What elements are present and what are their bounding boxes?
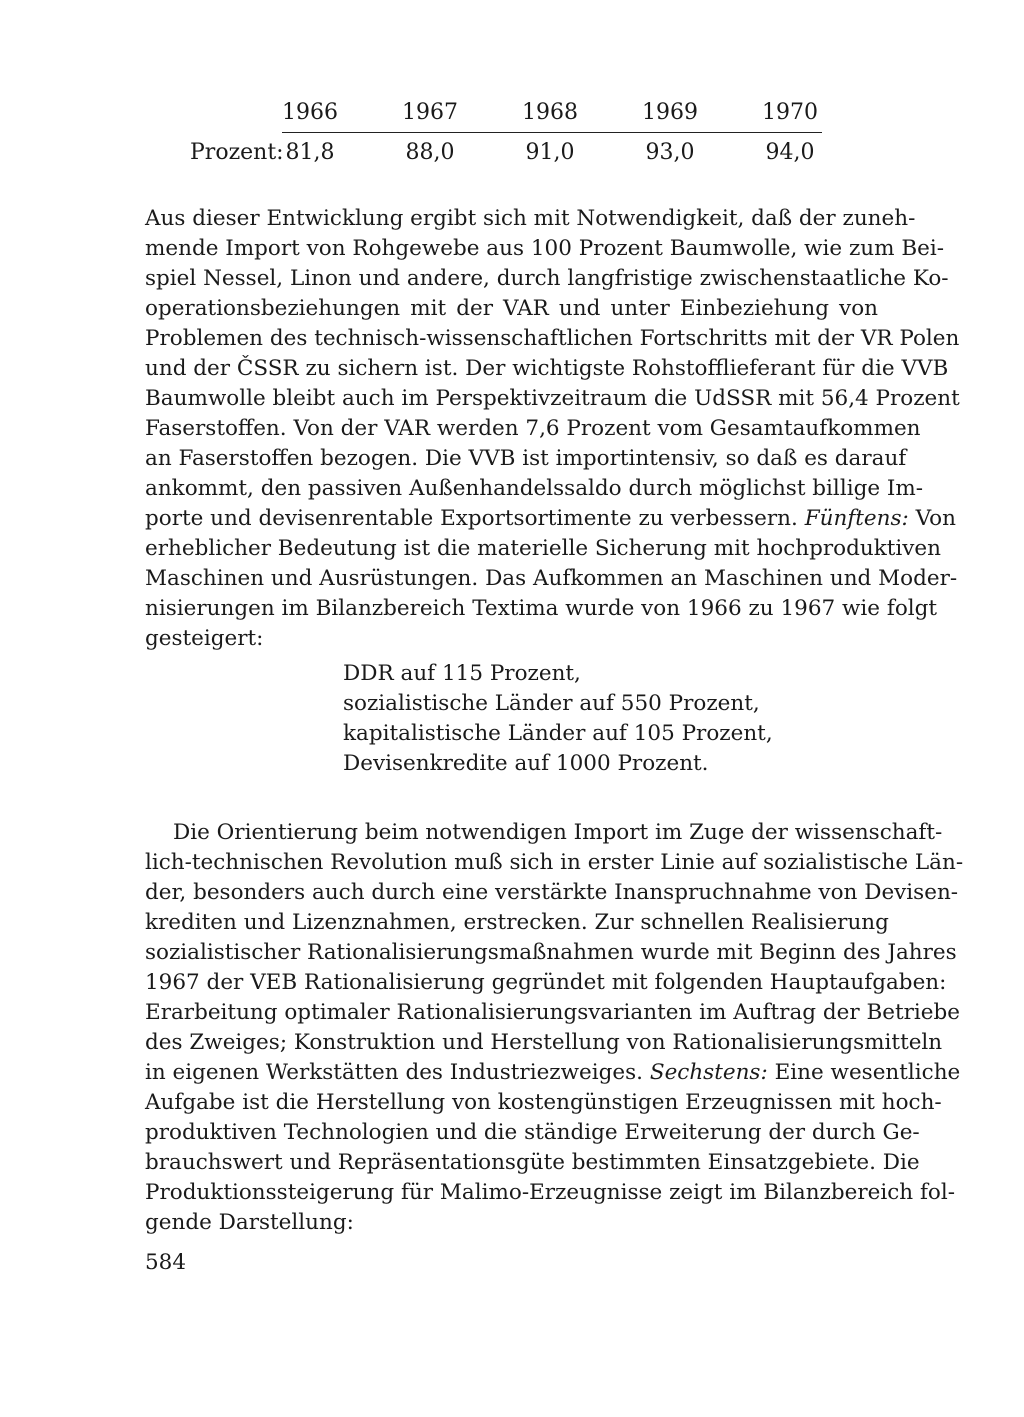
text-line: mende Import von Rohgewebe aus 100 Prozent Baumwolle, wie zum Bei- <box>145 236 945 261</box>
list-item: kapitalistische Länder auf 105 Prozent, <box>343 721 773 746</box>
year-cell: 1969 <box>642 100 698 125</box>
text-line: Aus dieser Entwicklung ergibt sich mit Notwendigkeit, daß der zuneh- <box>145 206 916 231</box>
paragraph-1 <box>145 204 960 654</box>
growth-list <box>343 659 773 779</box>
table-value-row <box>190 138 830 178</box>
text-line: operationsbeziehungen mit der VAR und unter Einbeziehung von <box>145 296 878 321</box>
table-header-row <box>190 98 830 138</box>
value-cell: 93,0 <box>645 140 695 165</box>
text-line: Produktionssteigerung für Malimo-Erzeugnisse zeigt im Bilanzbereich fol- <box>145 1180 956 1205</box>
list-item: Devisenkredite auf 1000 Prozent. <box>343 751 709 776</box>
list-item: sozialistische Länder auf 550 Prozent, <box>343 691 760 716</box>
text-line: Erarbeitung optimaler Rationalisierungsvarianten im Auftrag der Betriebe <box>145 1000 960 1025</box>
year-cell: 1970 <box>762 100 818 125</box>
value-cell: 94,0 <box>765 140 815 165</box>
text-line: Maschinen und Ausrüstungen. Das Aufkommen an Maschinen und Moder- <box>145 566 958 591</box>
text-line: des Zweiges; Konstruktion und Herstellung von Rationalisierungsmitteln <box>145 1030 943 1055</box>
year-cell: 1968 <box>522 100 578 125</box>
text-line: gende Darstellung: <box>145 1210 354 1235</box>
text-line: nisierungen im Bilanzbereich Textima wurde von 1966 zu 1967 wie folgt <box>145 596 938 621</box>
text-line: Problemen des technisch-wissenschaftlichen Fortschritts mit der VR Polen <box>145 326 960 351</box>
line-text: in eigenen Werkstätten des Industriezweiges. <box>145 1060 643 1085</box>
text-line: Faserstoffen. Von der VAR werden 7,6 Prozent vom Gesamtaufkommen <box>145 416 921 441</box>
value-cell: 81,8 <box>285 140 335 165</box>
italic-word: Fünftens: <box>804 506 909 531</box>
text-line: brauchswert und Repräsentationsgüte bestimmten Einsatzgebiete. Die <box>145 1150 920 1175</box>
page-number: 584 <box>145 1250 187 1275</box>
text-line: ankommt, den passiven Außenhandelssaldo durch möglichst billige Im- <box>145 476 924 501</box>
year-cell: 1967 <box>402 100 458 125</box>
text-line: an Faserstoffen bezogen. Die VVB ist importintensiv, so daß es darauf <box>145 446 907 471</box>
text-line: produktiven Technologien und die ständige Erweiterung der durch Ge- <box>145 1120 920 1145</box>
text-line: erheblicher Bedeutung ist die materielle Sicherung mit hochproduktiven <box>145 536 941 561</box>
text-line: Aufgabe ist die Herstellung von kostengünstigen Erzeugnissen mit hoch- <box>145 1090 942 1115</box>
text-line: sozialistischer Rationalisierungsmaßnahmen wurde mit Beginn des Jahres <box>145 940 957 965</box>
value-cell: 88,0 <box>405 140 455 165</box>
line-text: porte und devisenrentable Exportsortimente zu verbessern. <box>145 506 798 531</box>
line-text: Eine wesentliche <box>774 1060 961 1085</box>
percent-table <box>190 98 830 178</box>
text-line <box>145 1058 961 1088</box>
text-line: 1967 der VEB Rationalisierung gegründet mit folgenden Hauptaufgaben: <box>145 970 947 995</box>
italic-word: Sechstens: <box>649 1060 768 1085</box>
text-line: der, besonders auch durch eine verstärkte Inanspruchnahme von Devisen- <box>145 880 959 905</box>
list-item: DDR auf 115 Prozent, <box>343 661 581 686</box>
text-line: gesteigert: <box>145 626 264 651</box>
text-line: lich-technischen Revolution muß sich in erster Linie auf sozialistische Län- <box>145 850 964 875</box>
text-line: Baumwolle bleibt auch im Perspektivzeitraum die UdSSR mit 56,4 Prozent <box>145 386 960 411</box>
text-line: krediten und Lizenznahmen, erstrecken. Zur schnellen Realisierung <box>145 910 889 935</box>
row-label: Prozent: <box>190 140 284 165</box>
text-line <box>145 504 956 534</box>
line-text: Von <box>915 506 956 531</box>
text-line: spiel Nessel, Linon und andere, durch langfristige zwischenstaatliche Ko- <box>145 266 949 291</box>
year-cell: 1966 <box>282 100 338 125</box>
value-cell: 91,0 <box>525 140 575 165</box>
text-line: und der ČSSR zu sichern ist. Der wichtigste Rohstofflieferant für die VVB <box>145 356 949 381</box>
table-rule <box>282 132 822 133</box>
text-line: Die Orientierung beim notwendigen Import im Zuge der wissenschaft- <box>173 820 943 845</box>
paragraph-2 <box>145 818 964 1238</box>
